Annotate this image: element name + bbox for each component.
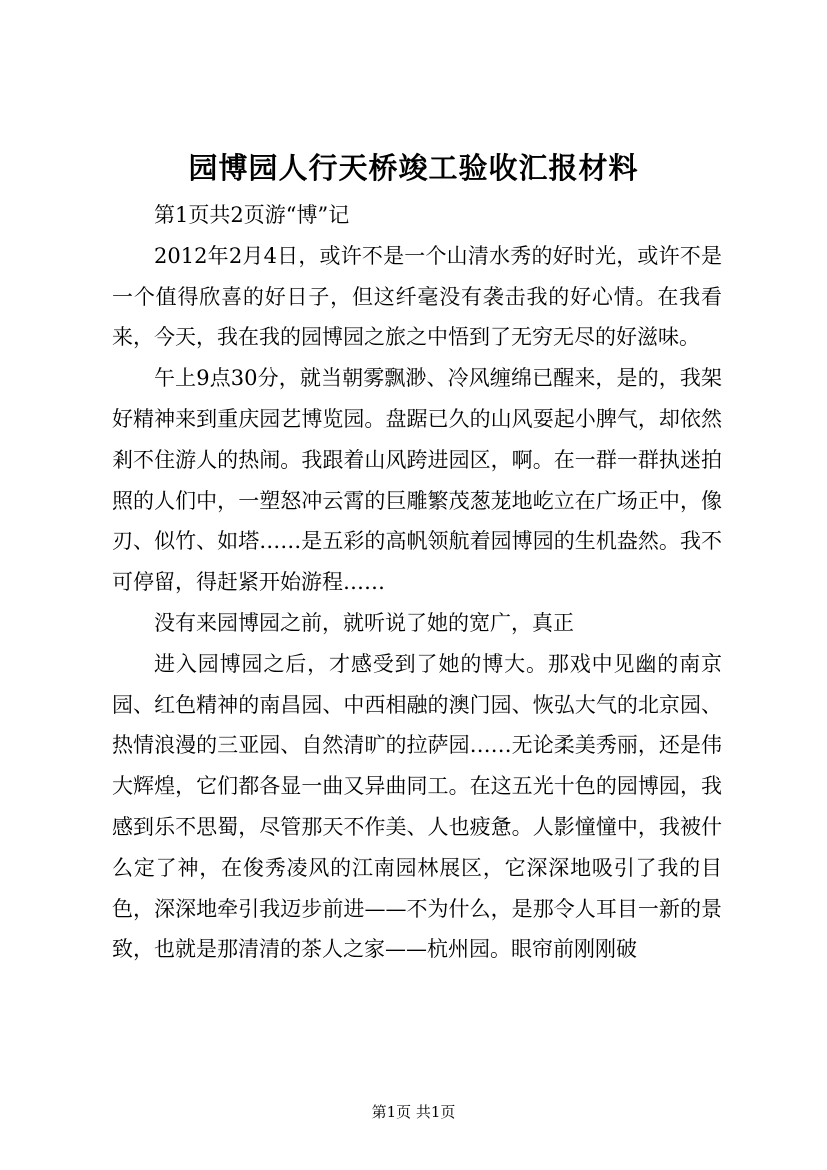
document-body	[112, 195, 722, 970]
document-title: 园博园人行天桥竣工验收汇报材料	[188, 151, 639, 185]
paragraph: 没有来园博园之前，就听说了她的宽广，真正	[154, 610, 574, 635]
paragraph: 第1页共2页游“博”记	[154, 203, 350, 227]
paragraph: 2012年2月4日，或许不是一个山清水秀的好时光，或许不是一个值得欣喜的好日子，但这纤毫没有袭击我的好心情。在我看来，今天，我在我的园博园之旅之中悟到了无穷无尽的好滋味。	[112, 243, 722, 350]
paragraph: 进入园博园之后，才感受到了她的博大。那戏中见幽的南京园、红色精神的南昌园、中西相融的澳门园、恢弘大气的北京园、热情浪漫的三亚园、自然清旷的拉萨园……无论柔美秀丽，还是伟大辉煌，它们都各显一曲又异曲同工。在这五光十色的园博园，我感到乐不思蜀，尽管那天不作美、人也疲惫。人影憧憧中，我被什么定了神，在俊秀凌风的江南园林展区，它深深地吸引了我的目色，深深地牵引我迈步前进——不为什么，是那令人耳目一新的景致，也就是那清清的茶人之家——杭州园。眼帘前刚刚破	[112, 651, 722, 962]
paragraph: 午上9点30分，就当朝雾飘渺、冷风缠绵已醒来，是的，我架好精神来到重庆园艺博览园。盘踞已久的山风耍起小脾气，却依然剎不住游人的热闹。我跟着山风跨进园区，啊。在一群一群执迷拍照的人们中，一塑怒冲云霄的巨雕繁茂葱茏地屹立在广场正中，像刃、似竹、如塔……是五彩的高帆领航着园博园的生机盎然。我不可停留，得赶紧开始游程……	[112, 366, 722, 595]
page-footer: 第1页 共1页	[371, 1103, 456, 1121]
